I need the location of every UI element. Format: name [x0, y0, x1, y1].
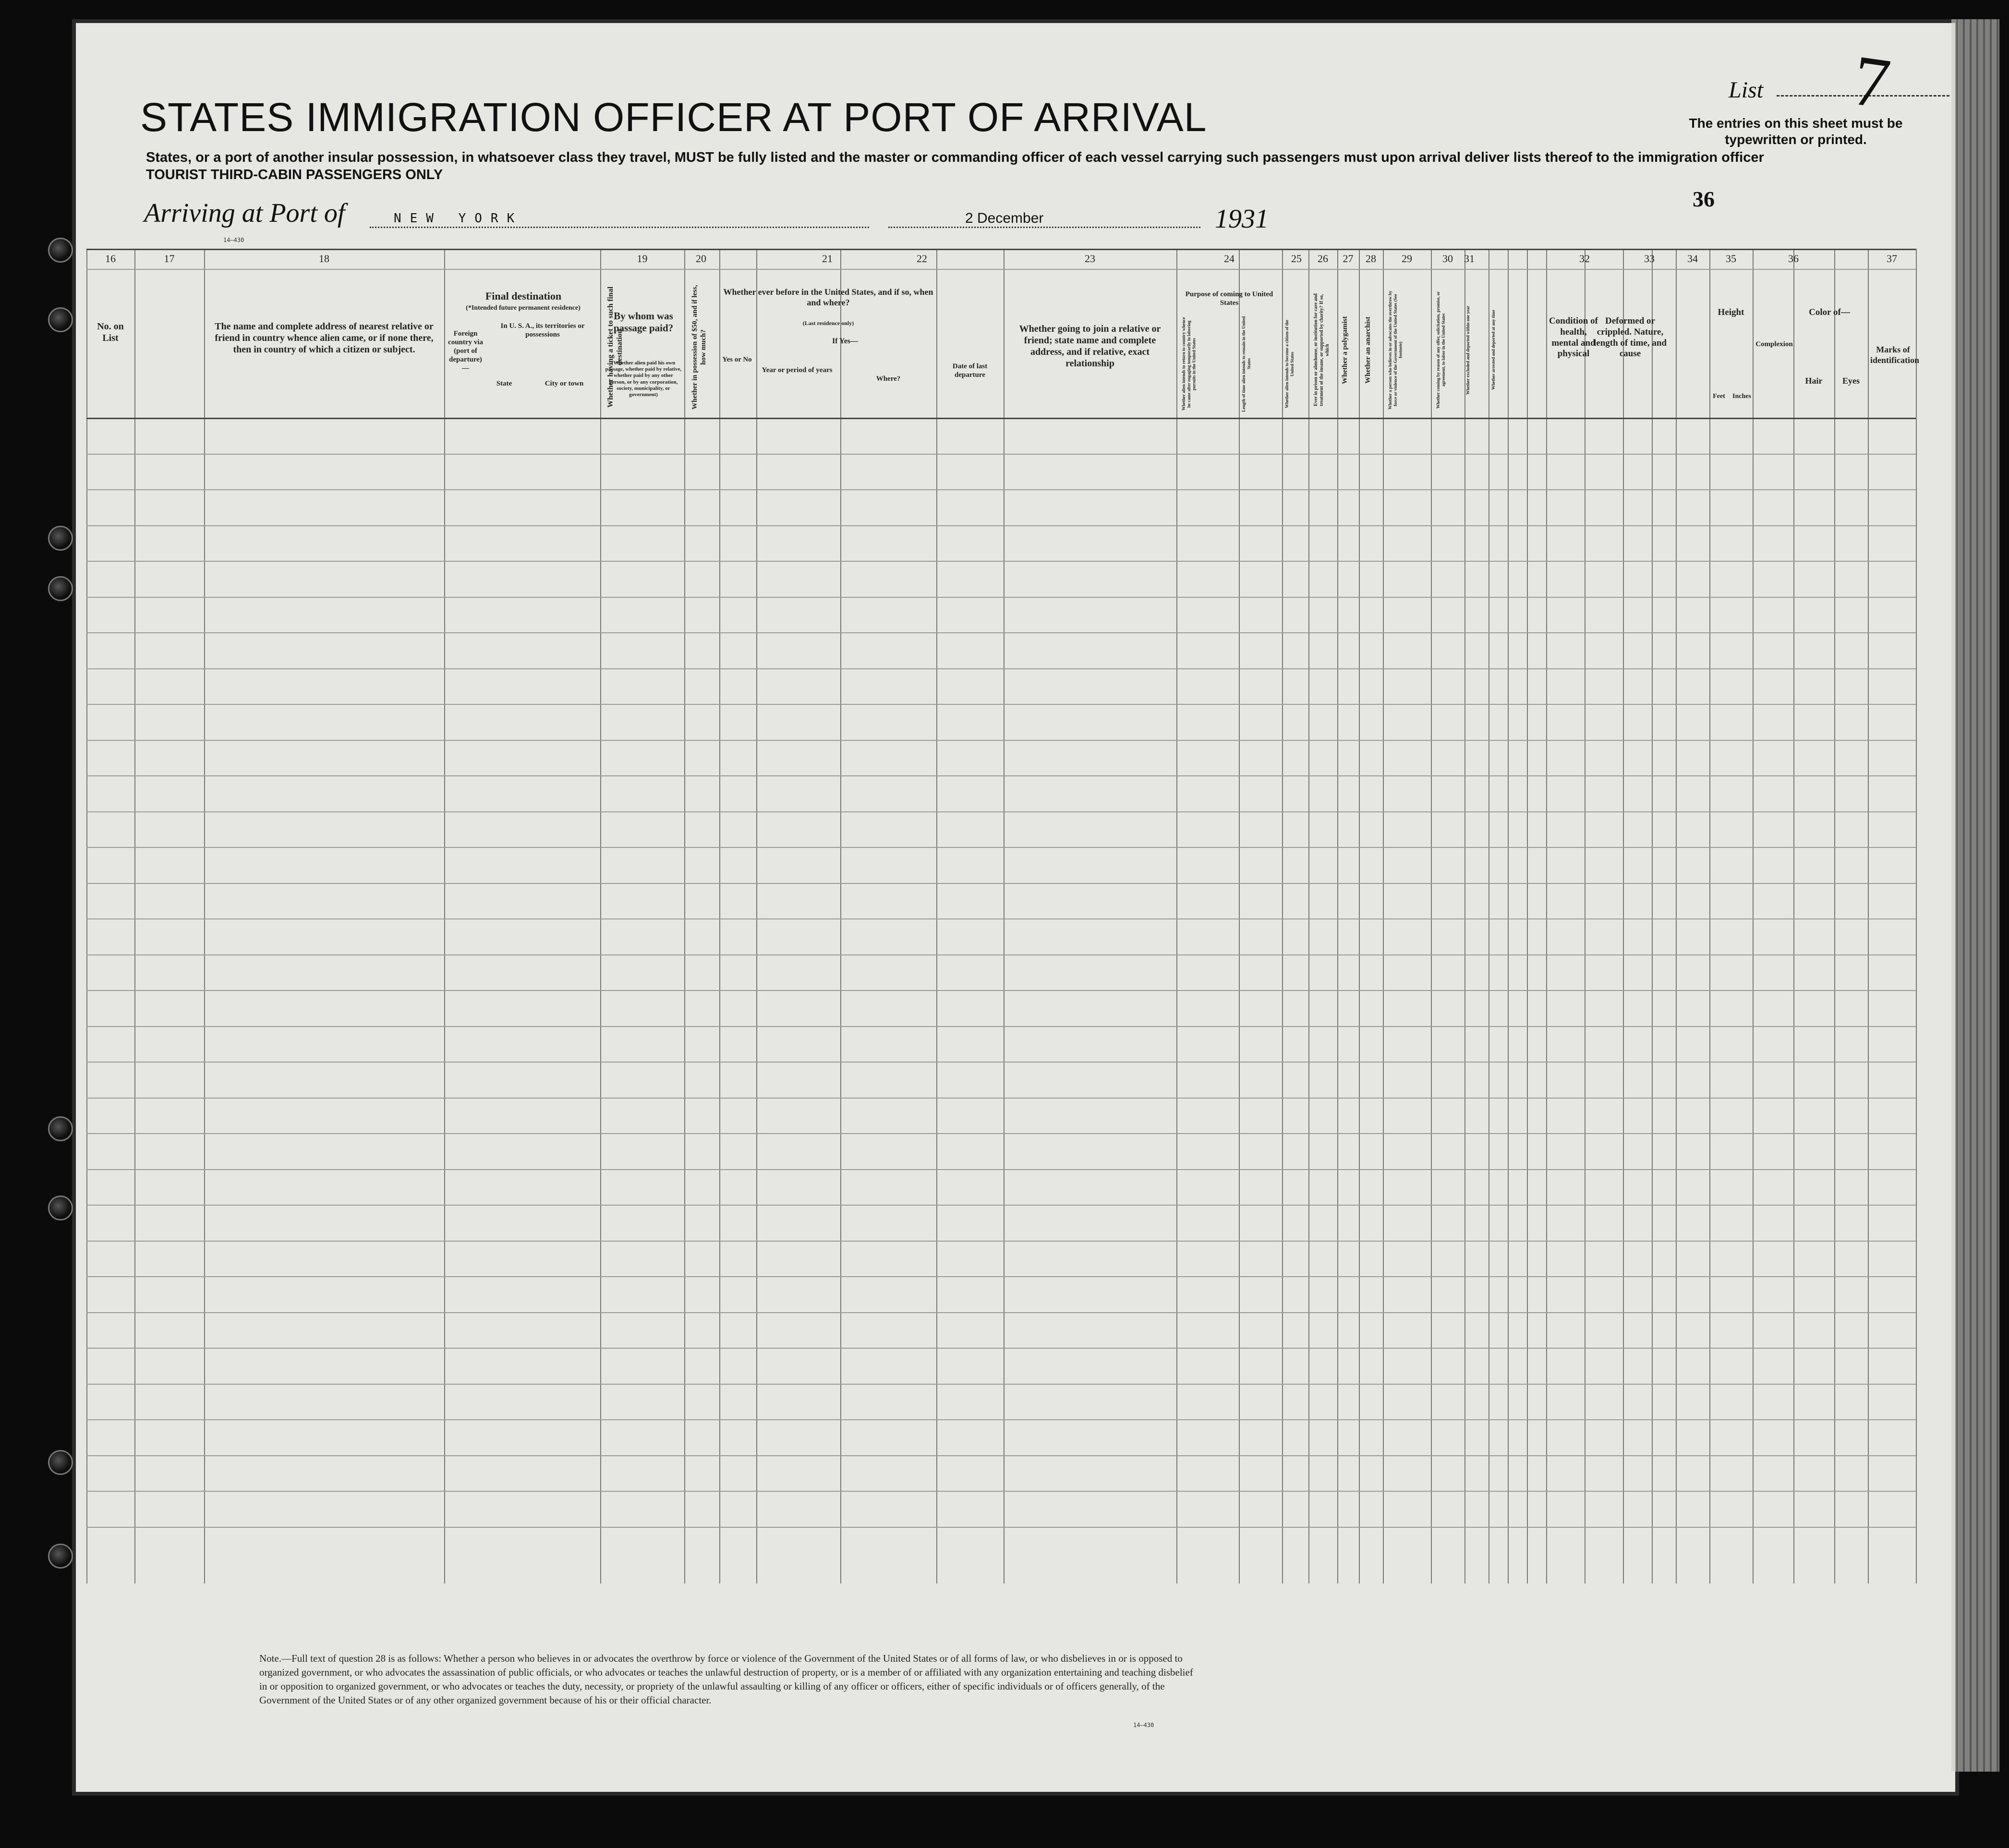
column-number-34: 34 [1687, 253, 1698, 265]
date-line [888, 227, 1200, 228]
row-line [86, 811, 1916, 812]
row-line [86, 489, 1916, 490]
header-purpose-a: Whether alien intends to return to country whence he came after engaging temporarily in laboring pursuits in the United States [1181, 317, 1197, 411]
header-purpose-b: Length of time alien intends to remain in the United States [1241, 316, 1251, 412]
row-line [86, 1241, 1916, 1242]
header-inches: Inches [1732, 393, 1751, 400]
header-yes-no: Yes or No [722, 356, 752, 363]
header-q29: Whether coming by reason of any offer, solicitation, promise, or agreement, to labor in the United States [1436, 291, 1446, 409]
header-eyes: Eyes [1842, 376, 1860, 386]
binding-hole-icon [48, 1116, 73, 1141]
header-before-us: Whether ever before in the United States, and if so, when and where? [723, 287, 933, 307]
list-label: List [1729, 77, 1764, 103]
header-usa-territories: In U. S. A., its territories or possessions [500, 322, 585, 338]
column-number-28: 28 [1366, 253, 1376, 265]
list-number: 7 [1848, 40, 1895, 124]
header-marks: Marks of identification [1870, 345, 1919, 365]
row-line [86, 1491, 1916, 1492]
page-subtitle: States, or a port of another insular possession, in whatsoever class they travel, MUST be fully listed and the master or commanding officer of each vessel carrying such passengers must upon arrival deliver lists thereof to the immigration officer [146, 150, 1764, 165]
typewritten-note: The entries on this sheet must be typewritten or printed. [1689, 116, 1903, 147]
row-line [86, 704, 1916, 705]
header-no-on-list: No. on List [97, 321, 124, 343]
column-number-16: 16 [105, 253, 116, 265]
row-line [86, 954, 1916, 955]
column-number-35: 35 [1726, 253, 1736, 265]
row-line [86, 918, 1916, 919]
binding-hole-icon [48, 1196, 73, 1220]
header-passage-note: (Whether alien paid his own passage, whether paid by relative, whether paid by any other person, or by any corporation, society, municipality, or government) [605, 360, 682, 398]
column-number-29: 29 [1402, 253, 1412, 265]
header-before-us-note: (Last residence only) [802, 320, 854, 326]
column-number-22: 22 [917, 253, 927, 265]
column-number-20: 20 [696, 253, 706, 265]
header-polygamist: Whether a polygamist [1341, 316, 1349, 384]
page-number: 36 [1693, 187, 1715, 211]
header-date-last: Date of last departure [952, 362, 988, 379]
header-purpose-c: Whether alien intends to become a citizen of the United States [1284, 320, 1295, 408]
row-line [86, 632, 1916, 633]
column-number-36: 36 [1788, 253, 1799, 265]
row-line [86, 1098, 1916, 1099]
column-number-24: 24 [1224, 253, 1234, 265]
row-line [86, 1276, 1916, 1277]
row-line [86, 1312, 1916, 1313]
binding-hole-icon [48, 1544, 73, 1569]
row-line [86, 1169, 1916, 1170]
header-q28: Whether a person who believes in or advocates the overthrow by force or violence of the Government of the United States (See footnote) [1388, 290, 1403, 410]
column-number-25: 25 [1291, 253, 1302, 265]
header-bottom-line [86, 418, 1916, 419]
header-relative: The name and complete address of nearest relative or friend in country whence alien came, or if none there, then in country of which a citizen or subject. [215, 321, 434, 355]
row-line [86, 1419, 1916, 1420]
header-q31: Whether arrested and deported at any time [1491, 310, 1496, 390]
binding-hole-icon [48, 576, 73, 601]
binding-hole-icon [48, 307, 73, 332]
row-line [86, 1062, 1916, 1063]
header-passage: By whom was passage paid? [613, 310, 674, 334]
header-deformed: Deformed or crippled. Nature, length of time, and cause [1594, 316, 1667, 359]
arriving-label: Arriving at Port of [144, 198, 345, 228]
row-line [86, 1384, 1916, 1385]
header-prison: Ever in prison or almshouse, or institution for care and treatment of the insane, or supported by charity? If so, which [1313, 293, 1330, 407]
header-anarchist: Whether an anarchist [1364, 316, 1372, 384]
row-line [86, 740, 1916, 741]
column-number-37: 37 [1887, 253, 1897, 265]
binding-hole-icon [48, 1450, 73, 1475]
column-number-18: 18 [319, 253, 329, 265]
column-number-23: 23 [1085, 253, 1095, 265]
form-code: 14—430 [223, 237, 244, 243]
row-line [86, 561, 1916, 562]
row-line [86, 847, 1916, 848]
header-final-destination-note: (*Intended future permanent residence) [466, 304, 581, 312]
arrival-date: 2 December [965, 210, 1044, 226]
header-money: Whether in possession of $50, and if less, how much? [691, 285, 707, 410]
column-divider [1916, 249, 1917, 1583]
header-condition: Condition of health, mental and physical [1549, 316, 1598, 359]
header-year-period: Year or period of years [762, 366, 833, 374]
arrival-port: NEW YORK [394, 211, 523, 226]
column-number-30: 30 [1442, 253, 1453, 265]
column-number-21: 21 [822, 253, 833, 265]
passenger-class: TOURIST THIRD-CABIN PASSENGERS ONLY [146, 167, 443, 182]
row-line [86, 668, 1916, 669]
column-number-27: 27 [1343, 253, 1354, 265]
column-number-line [86, 269, 1916, 270]
header-city: City or town [545, 380, 584, 387]
port-line [370, 227, 869, 228]
column-number-31: 31 [1464, 253, 1475, 265]
row-line [86, 454, 1916, 455]
row-line [86, 1026, 1916, 1027]
footnote-q28: Note.—Full text of question 28 is as follows: Whether a person who believes in or advocates the overthrow by force or violence of the Government of the United States or of all forms of law, or who disbelieves in or is opposed to organized government, or who advocates the assassination of public officials, or who advocates or teaches the unlawful destruction of property, or is a member of or affiliated with any organization entertaining and teaching disbelief in or opposition to organized government, or who advocates or teaches the duty, necessity, or propriety of the unlawful assaulting or killing of any officer or officers, either of specific individuals or of officers generally, of the Government of the United States or of any other organized government because of his or their official character. [259, 1653, 1193, 1706]
row-line [86, 597, 1916, 598]
header-state: State [496, 380, 512, 387]
page-edges [1951, 19, 1999, 1772]
header-final-destination: Final destination [485, 290, 562, 302]
header-feet: Feet [1713, 393, 1725, 400]
header-color-of: Color of— [1809, 307, 1850, 317]
page-title: STATES IMMIGRATION OFFICER AT PORT OF ARRIVAL [140, 95, 1207, 140]
header-complexion: Complexion [1755, 340, 1793, 348]
header-top-line [86, 249, 1916, 250]
arrival-year: 1931 [1215, 204, 1269, 234]
column-number-33: 33 [1644, 253, 1655, 265]
row-line [86, 1133, 1916, 1134]
binding-hole-icon [48, 238, 73, 263]
row-line [86, 775, 1916, 776]
binding-hole-icon [48, 526, 73, 551]
column-number-19: 19 [637, 253, 648, 265]
footer-code: 14—430 [1133, 1722, 1154, 1728]
row-line [86, 1527, 1916, 1528]
row-line [86, 990, 1916, 991]
row-line [86, 883, 1916, 884]
header-foreign-country: Foreign country via (port of departure)— [448, 330, 483, 372]
row-line [86, 1205, 1916, 1206]
column-number-32: 32 [1579, 253, 1590, 265]
header-where: Where? [876, 375, 901, 383]
manifest-table [86, 249, 1919, 1583]
header-height: Height [1718, 307, 1744, 317]
row-line [86, 1455, 1916, 1456]
row-line [86, 525, 1916, 526]
header-ticket: Whether having a ticket to such final destination [606, 286, 624, 408]
column-number-17: 17 [164, 253, 175, 265]
header-hair: Hair [1805, 376, 1823, 386]
header-purpose: Purpose of coming to United States [1185, 290, 1273, 307]
column-number-26: 26 [1318, 253, 1328, 265]
header-q30: Whether excluded and deported within one year [1465, 305, 1470, 395]
header-joining: Whether going to join a relative or friend; state name and complete address, and if relative, exact relationship [1019, 324, 1161, 369]
row-line [86, 1348, 1916, 1349]
header-if-yes: If Yes— [832, 337, 859, 345]
